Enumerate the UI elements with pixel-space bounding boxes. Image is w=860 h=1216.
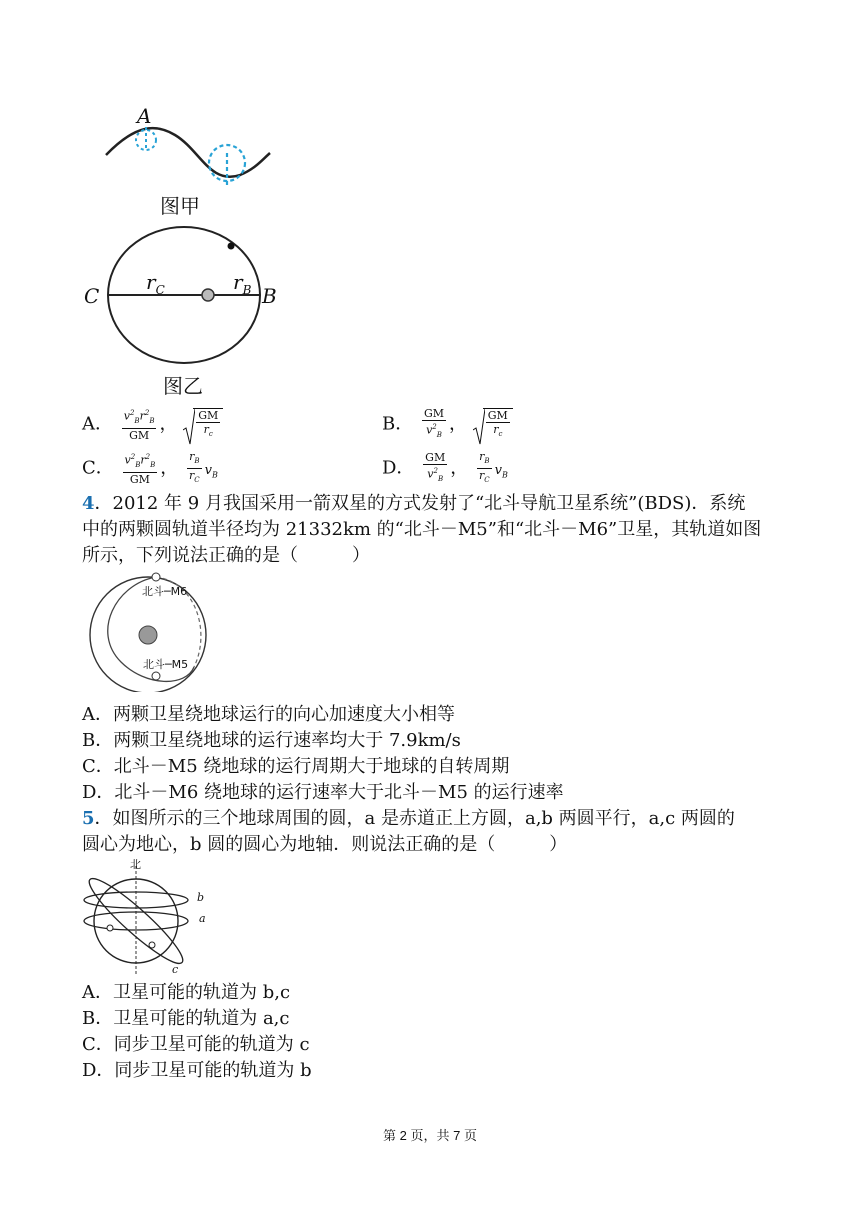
- q4-option-b[interactable]: B．两颗卫星绕地球的运行速率均大于 7.9km/s: [82, 730, 461, 751]
- satellite-dot: [228, 243, 235, 250]
- label-rc: $r_C$: [146, 270, 165, 297]
- page-footer: 第 2 页，共 7 页: [383, 1128, 477, 1143]
- central-body: [202, 289, 214, 301]
- label-rb: $r_B$: [233, 270, 252, 297]
- label-b: B: [262, 284, 277, 308]
- q5-option-b[interactable]: B．卫星可能的轨道为 a,c: [82, 1008, 290, 1029]
- q4-line-2: 中的两颗圆轨道半径均为 21332km 的“北斗－M5”和“北斗－M6”卫星，其轨道如图: [82, 519, 762, 540]
- caption-jia: 图甲: [160, 194, 200, 218]
- label-a-orbit: a: [199, 912, 206, 925]
- label-north: 北: [130, 858, 141, 871]
- q4-option-c[interactable]: C．北斗－M5 绕地球的运行周期大于地球的自转周期: [82, 756, 510, 777]
- q5-option-c[interactable]: C．同步卫星可能的轨道为 c: [82, 1034, 310, 1055]
- m5-satellite: [152, 672, 160, 680]
- q5-line-1: 5．如图所示的三个地球周围的圆，a 是赤道正上方圆，a,b 两圆平行，a,c 两圆的: [82, 808, 735, 829]
- sqrt: $\frac{GM}{r_c}$: [183, 408, 223, 441]
- q3-option-c[interactable]: C． $\frac{v^2_Br^2_B}{GM}$ ， $\frac{r_B}{r_C}$ $v_B$: [82, 450, 218, 487]
- q5-option-a[interactable]: A．卫星可能的轨道为 b,c: [82, 982, 291, 1003]
- q4-line-1: 4．2012 年 9 月我国采用一箭双星的方式发射了“北斗导航卫星系统”(BDS)．系统: [82, 493, 746, 514]
- m6-satellite: [152, 573, 160, 581]
- q5-line-2: 圆心为地心，b 圆的圆心为地轴．则说法正确的是（ ）: [82, 834, 568, 855]
- q3-option-d[interactable]: D． $\frac{GM}{v^2_B}$ ， $\frac{r_B}{r_C}$ $v_B$: [382, 450, 508, 485]
- earth: [139, 626, 157, 644]
- figure-yi: [100, 225, 270, 375]
- label-m5: 北斗─M5: [143, 658, 189, 671]
- label-c-orbit: c: [172, 963, 179, 976]
- q4-line-3: 所示，下列说法正确的是（ ）: [82, 545, 370, 566]
- figure-earth-circles: [82, 858, 212, 978]
- wave-curve: [106, 128, 270, 177]
- q3-option-b[interactable]: B． $\frac{GM}{v^2_B}$ ， $\frac{GM}{r_c}$: [382, 407, 513, 442]
- label-b-orbit: b: [197, 891, 205, 904]
- label-c: C: [84, 284, 100, 308]
- label-a: A: [137, 104, 152, 128]
- q4-option-d[interactable]: D．北斗－M6 绕地球的运行速率大于北斗－M5 的运行速率: [82, 782, 564, 803]
- q5-option-d[interactable]: D．同步卫星可能的轨道为 b: [82, 1060, 312, 1081]
- q3-option-a[interactable]: A． $\frac{v^2_Br^2_B}{GM}$ ， $\frac{GM}{r_c}$: [82, 407, 223, 442]
- fraction: $\frac{v^2_Br^2_B}{GM}$: [123, 409, 155, 442]
- figure-jia: [100, 105, 275, 190]
- caption-yi: 图乙: [163, 374, 203, 398]
- q4-option-a[interactable]: A．两颗卫星绕地球运行的向心加速度大小相等: [82, 704, 455, 725]
- label-m6: 北斗─M6: [142, 585, 188, 598]
